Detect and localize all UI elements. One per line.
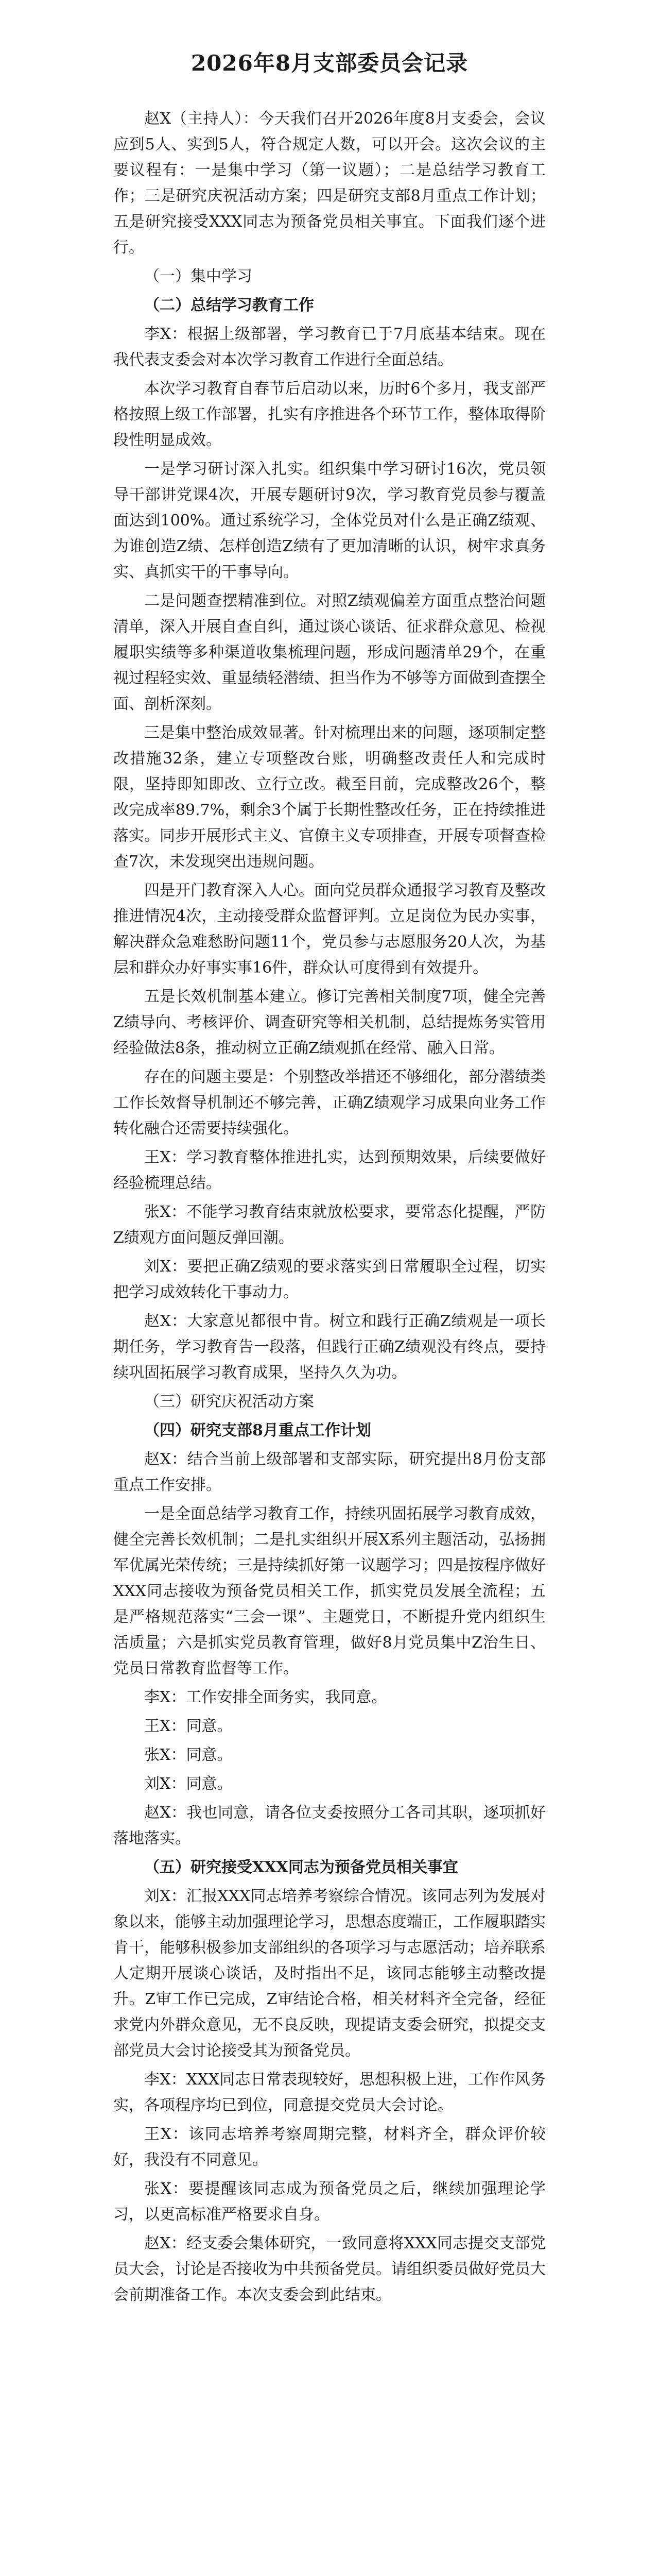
paragraph: 赵X：经支委会集体研究，一致同意将XXX同志提交支部党员大会，讨论是否接收为中共预备党员。请组织委员做好党员大会前期准备工作。本次支委会到此结束。	[113, 2234, 546, 2304]
paragraph: 李X：工作安排全面务实，我同意。	[144, 1688, 387, 1706]
paragraph: 四是开门教育深入人心。面向党员群众通报学习教育及整改推进情况4次，主动接受群众监督评判。立足岗位为民办实事，解决群众急难愁盼问题11个，党员参与志愿服务20人次，为基层和群众办好事实事16件，群众认可度得到有效提升。	[113, 882, 546, 977]
paragraph: 赵X：结合当前上级部署和支部实际，研究提出8月份支部重点工作安排。	[113, 1450, 546, 1494]
document-title: 2026年8月支部委员会记录	[190, 50, 469, 76]
section-heading: （四）研究支部8月重点工作计划	[144, 1421, 371, 1439]
paragraph: 赵X（主持人）：今天我们召开2026年度8月支委会，会议应到5人、实到5人，符合规定人数，可以开会。这次会议的主要议程有：一是集中学习（第一议题）；二是总结学习教育工作；三是研究庆祝活动方案；四是研究支部8月重点工作计划；五是研究接受XXX同志为预备党员相关事宜。下面我们逐个进行。	[113, 110, 546, 257]
paragraph: 王X：同意。	[144, 1717, 233, 1735]
paragraph: 张X：不能学习教育结束就放松要求，要常态化提醒，严防Z绩观方面问题反弹回潮。	[113, 1203, 546, 1247]
paragraph: 二是问题查摆精准到位。对照Z绩观偏差方面重点整治问题清单，深入开展自查自纠，通过谈心谈话、征求群众意见、检视履职实绩等多种渠道收集梳理问题，形成问题清单29个，在重视过程轻实效、重显绩轻潜绩、担当作为不够等方面做到查摆全面、剖析深刻。	[113, 592, 546, 713]
section-heading: （二）总结学习教育工作	[144, 296, 314, 314]
paragraph: 张X：同意。	[144, 1746, 233, 1764]
paragraph: 刘X：同意。	[144, 1775, 233, 1793]
paragraph: 一是全面总结学习教育工作，持续巩固拓展学习教育成效，健全完善长效机制；二是扎实组织开展X系列主题活动，弘扬拥军优属光荣传统；三是持续抓好第一议题学习；四是按程序做好XXX同志接收为预备党员相关工作，抓实党员发展全流程；五是严格规范落实“三会一课”、主题党日，不断提升党内组织生活质量；六是抓实党员教育管理，做好8月党员集中Z治生日、党员日常教育监督等工作。	[113, 1505, 546, 1677]
paragraph: 刘X：要把正确Z绩观的要求落实到日常履职全过程，切实把学习成效转化干事动力。	[113, 1258, 546, 1301]
paragraph: 李X：根据上级部署，学习教育已于7月底基本结束。现在我代表支委会对本次学习教育工作进行全面总结。	[113, 325, 546, 369]
paragraph: 存在的问题主要是：个别整改举措还不够细化，部分潜绩类工作长效督导机制还不够完善，正确Z绩观学习成果向业务工作转化融合还需要持续强化。	[113, 1068, 546, 1138]
paragraph: 本次学习教育自春节后启动以来，历时6个多月，我支部严格按照上级工作部署，扎实有序推进各个环节工作，整体取得阶段性明显成效。	[113, 380, 546, 449]
paragraph: 王X：该同志培养考察周期完整，材料齐全，群众评价较好，我没有不同意见。	[113, 2125, 546, 2169]
paragraph: 五是长效机制基本建立。修订完善相关制度7项，健全完善Z绩导向、考核评价、调查研究等相关机制，总结提炼务实管用经验做法8条，推动树立正确Z绩观抓在经常、融入日常。	[113, 988, 546, 1057]
paragraph: 王X：学习教育整体推进扎实，达到预期效果，后续要做好经验梳理总结。	[113, 1148, 546, 1192]
section-heading: （五）研究接受XXX同志为预备党员相关事宜	[144, 1858, 458, 1876]
paragraph: 赵X：大家意见都很中肯。树立和践行正确Z绩观是一项长期任务，学习教育告一段落，但践行正确Z绩观没有终点，要持续巩固拓展学习教育成果，坚持久久为功。	[113, 1312, 546, 1382]
paragraph: 一是学习研讨深入扎实。组织集中学习研讨16次，党员领导干部讲党课4次，开展专题研讨9次，学习教育党员参与覆盖面达到100%。通过系统学习，全体党员对什么是正确Z绩观、为谁创造Z绩、怎样创造Z绩有了更加清晰的认识，树牢求真务实、真抓实干的干事导向。	[113, 460, 546, 581]
section-heading: （三）研究庆祝活动方案	[144, 1393, 314, 1411]
paragraph: 李X：XXX同志日常表现较好，思想积极上进，工作作风务实，各项程序均已到位，同意提交党员大会讨论。	[113, 2071, 546, 2114]
paragraph: 赵X：我也同意，请各位支委按照分工各司其职，逐项抓好落地落实。	[113, 1804, 546, 1848]
document-body	[113, 106, 546, 2308]
paragraph: 张X：要提醒该同志成为预备党员之后，继续加强理论学习，以更高标准严格要求自身。	[113, 2180, 546, 2224]
section-heading: （一）集中学习	[144, 267, 252, 285]
paragraph: 刘X：汇报XXX同志培养考察综合情况。该同志列为发展对象以来，能够主动加强理论学习，思想态度端正，工作履职踏实肯干，能够积极参加支部组织的各项学习与志愿活动；培养联系人定期开展谈心谈话，及时指出不足，该同志能够主动整改提升。Z审工作已完成，Z审结论合格，相关材料齐全完备，经征求党内外群众意见，无不良反映，现提请支委会研究，拟提交支部党员大会讨论接受其为预备党员。	[113, 1887, 546, 2060]
paragraph: 三是集中整治成效显著。针对梳理出来的问题，逐项制定整改措施32条，建立专项整改台账，明确整改责任人和完成时限，坚持即知即改、立行立改。截至目前，完成整改26个，整改完成率89.7%，剩余3个属于长期性整改任务，正在持续推进落实。同步开展形式主义、官僚主义专项排查，开展专项督查检查7次，未发现突出违规问题。	[113, 724, 546, 871]
